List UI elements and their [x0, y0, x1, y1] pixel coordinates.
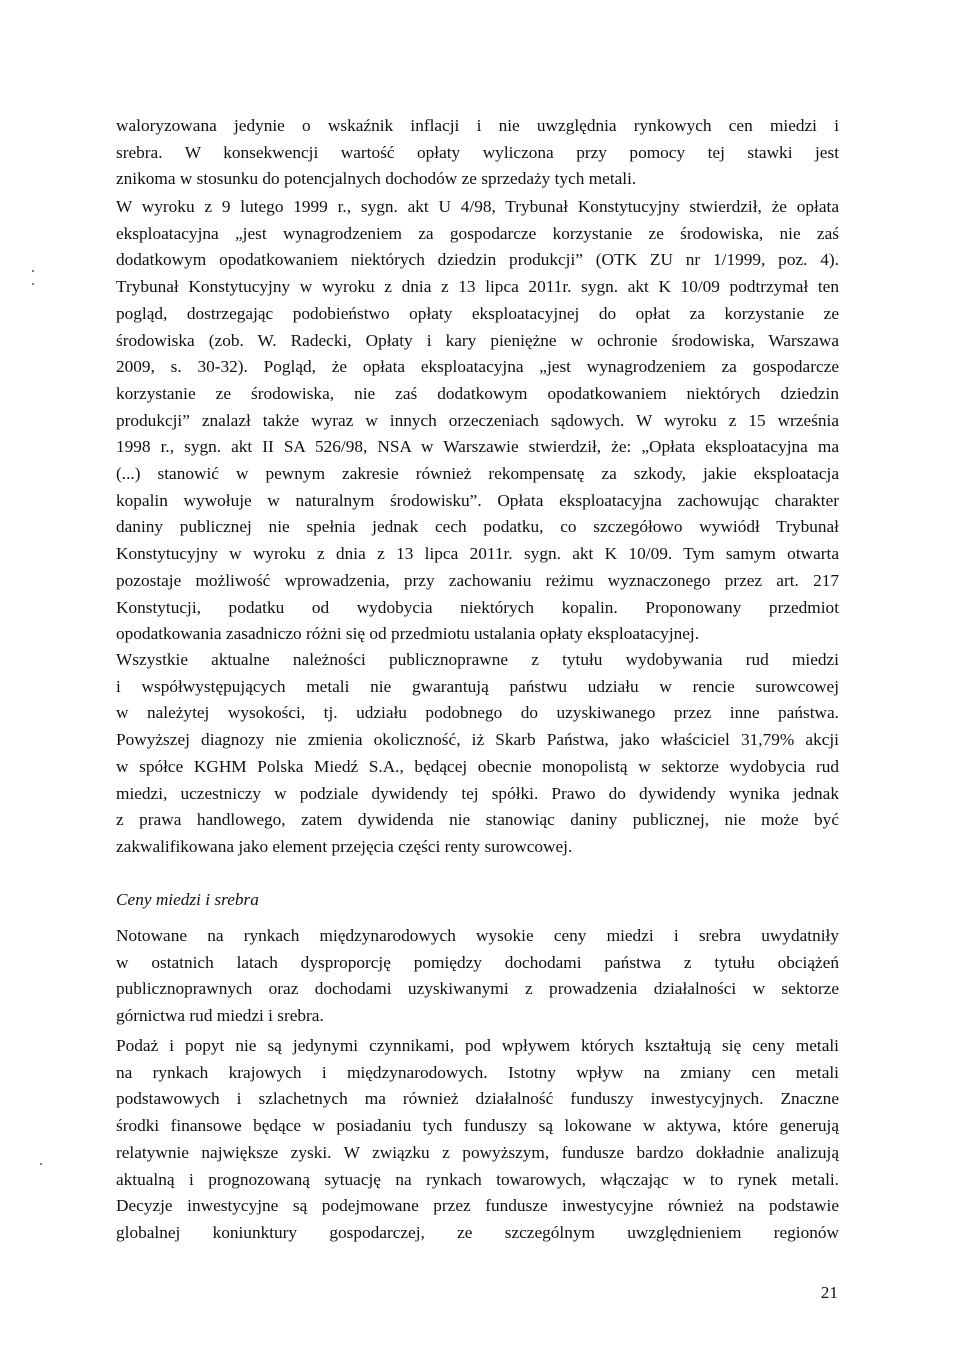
- text-line: Wszystkie aktualne należności publicznoprawne z tytułu wydobywania rud miedzi: [116, 650, 839, 669]
- text-line: eksploatacyjna „jest wynagrodzeniem za gospodarcze korzystanie ze środowiska, nie zaś: [116, 223, 839, 243]
- text-line: i współwystępujących metali nie gwarantują państwu udziału w rencie surowcowej: [116, 676, 839, 696]
- text-line: pozostaje możliwość wprowadzenia, przy zachowaniu reżimu wyznaczonego przez art. 217: [116, 570, 839, 590]
- text-line: aktualną i prognozowaną sytuację na rynkach towarowych, włączając w to rynek metali.: [116, 1169, 839, 1189]
- text-line: W wyroku z 9 lutego 1999 r., sygn. akt U 4/98, Trybunał Konstytucyjny stwierdził, że opłata: [116, 197, 839, 216]
- text-line: Konstytucyjny w wyroku z dnia z 13 lipca 2011r. sygn. akt K 10/09. Tym samym otwarta: [116, 544, 839, 564]
- text-line: opodatkowania zasadniczo różni się od przedmiotu ustalania opłaty eksploatacyjnej.: [116, 624, 700, 644]
- paragraph-5: [116, 1033, 839, 1247]
- text-line: dodatkowym opodatkowaniem niektórych dziedzin produkcji” (OTK ZU nr 1/1999, poz. 4).: [116, 250, 839, 270]
- paragraph-2: [116, 194, 839, 648]
- text-line: podstawowych i szlachetnych ma również działalność funduszy inwestycyjnych. Znaczne: [116, 1089, 839, 1109]
- text-line: w ostatnich latach dysproporcję pomiędzy dochodami państwa z tytułu obciążeń: [116, 952, 839, 972]
- text-line: Powyższej diagnozy nie zmienia okoliczność, iż Skarb Państwa, jako właściciel 31,79% akcji: [116, 730, 839, 750]
- text-line: Notowane na rynkach międzynarodowych wysokie ceny miedzi i srebra uwydatniły: [116, 926, 839, 945]
- text-line: srebra. W konsekwencji wartość opłaty wyliczona przy pomocy tej stawki jest: [116, 142, 839, 162]
- text-line: Trybunał Konstytucyjny w wyroku z dnia z 13 lipca 2011r. sygn. akt K 10/09 podtrzymał ten: [116, 277, 839, 297]
- text-line: w spółce KGHM Polska Miedź S.A., będącej obecnie monopolistą w sektorze wydobycia rud: [116, 756, 839, 776]
- text-line: waloryzowana jedynie o wskaźnik inflacji i nie uwzględnia rynkowych cen miedzi i: [116, 116, 839, 135]
- paragraph-4: [116, 923, 839, 1030]
- text-line: z prawa handlowego, zatem dywidenda nie stanowiąc daniny publicznej, nie może być: [116, 810, 839, 830]
- scan-speck: [40, 1163, 42, 1165]
- scan-speck: [32, 283, 34, 285]
- text-line: publicznoprawnych oraz dochodami uzyskiwanymi z prowadzenia działalności w sektorze: [116, 979, 839, 999]
- text-line: Podaż i popyt nie są jedynymi czynnikami, pod wpływem których kształtują się ceny metali: [116, 1036, 839, 1055]
- text-line: globalnej koniunktury gospodarczej, ze szczególnym uwzględnieniem regionów: [116, 1222, 839, 1242]
- text-line: znikoma w stosunku do potencjalnych dochodów ze sprzedaży tych metali.: [116, 169, 637, 189]
- text-line: kopalin wywołuje w naturalnym środowisku”. Opłata eksploatacyjna zachowując charakter: [116, 490, 839, 510]
- text-line: górnictwa rud miedzi i srebra.: [116, 1006, 324, 1026]
- text-line: Konstytucji, podatku od wydobycia niektórych kopalin. Proponowany przedmiot: [116, 597, 839, 617]
- text-line: miedzi, uczestniczy w podziale dywidendy tej spółki. Prawo do dywidendy wynika jednak: [116, 783, 839, 803]
- section-heading: Ceny miedzi i srebra: [116, 890, 259, 909]
- page-number: 21: [820, 1283, 838, 1302]
- paragraph-3: [116, 647, 839, 861]
- text-line: 2009, s. 30-32). Pogląd, że opłata eksploatacyjna „jest wynagrodzeniem za gospodarcze: [116, 357, 839, 377]
- text-line: środki finansowe będące w posiadaniu tych funduszy są lokowane w aktywa, które generują: [116, 1116, 839, 1136]
- text-line: środowiska (zob. W. Radecki, Opłaty i kary pieniężne w ochronie środowiska, Warszawa: [116, 330, 839, 350]
- text-line: daniny publicznej nie spełnia jednak cech podatku, co szczegółowo wywiódł Trybunał: [116, 517, 839, 537]
- text-line: korzystanie ze środowiska, nie zaś dodatkowym opodatkowaniem niektórych dziedzin: [116, 383, 839, 403]
- text-line: Decyzje inwestycyjne są podejmowane przez fundusze inwestycyjne również na podstawie: [116, 1196, 839, 1216]
- paragraph-1: [116, 113, 839, 193]
- text-line: 1998 r., sygn. akt II SA 526/98, NSA w Warszawie stwierdził, że: „Opłata eksploatacyjna ma: [116, 437, 839, 457]
- text-line: zakwalifikowana jako element przejęcia części renty surowcowej.: [116, 836, 573, 856]
- text-line: relatywnie największe zyski. W związku z powyższym, fundusze bardzo dokładnie analizują: [116, 1142, 839, 1162]
- text-line: produkcji” znalazł także wyraz w innych orzeczeniach sądowych. W wyroku z 15 września: [116, 410, 839, 430]
- scan-speck: [32, 270, 34, 272]
- text-line: pogląd, dostrzegając podobieństwo opłaty eksploatacyjnej do opłat za korzystanie ze: [116, 303, 839, 323]
- text-line: na rynkach krajowych i międzynarodowych. Istotny wpływ na zmiany cen metali: [116, 1062, 839, 1082]
- text-line: (...) stanowić w pewnym zakresie również rekompensatę za szkody, jakie eksploatacja: [116, 464, 839, 484]
- text-line: w należytej wysokości, tj. udziału podobnego do uzyskiwanego przez inne państwa.: [116, 703, 839, 723]
